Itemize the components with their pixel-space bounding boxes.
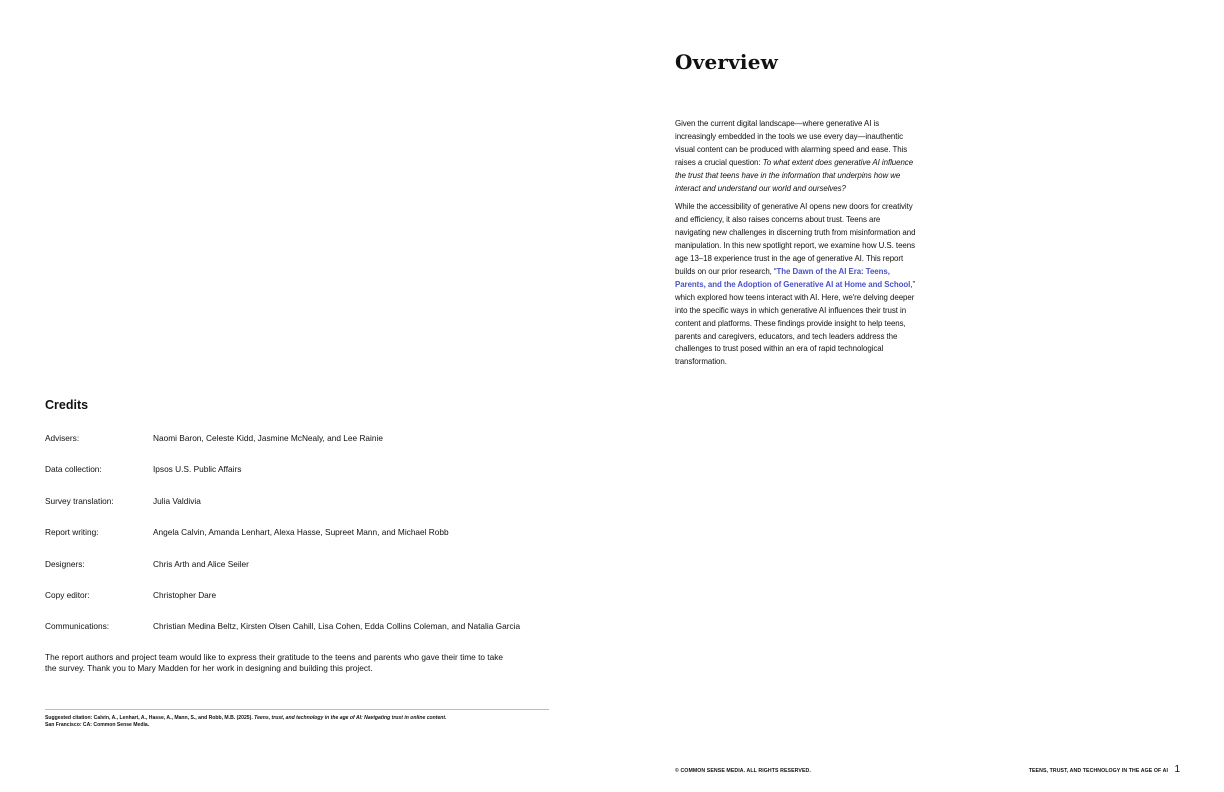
- credit-row-advisers: [45, 433, 565, 464]
- running-title: TEENS, TRUST, AND TECHNOLOGY IN THE AGE OF AI: [1028, 768, 1168, 774]
- credit-role: Designers:: [45, 558, 85, 569]
- credit-names: Naomi Baron, Celeste Kidd, Jasmine McNealy, and Lee Rainie: [153, 433, 383, 443]
- credit-role: Advisers:: [45, 433, 80, 443]
- credit-role: Survey translation:: [45, 495, 114, 506]
- credit-row-report-writing: [45, 527, 565, 558]
- credit-role: Report writing:: [45, 527, 99, 538]
- overview-body: [675, 118, 917, 375]
- credits-list: [45, 433, 565, 653]
- credit-role: Copy editor:: [45, 589, 90, 600]
- credit-names: Christopher Dare: [153, 589, 217, 600]
- overview-paragraph-1: [675, 118, 917, 195]
- copyright-footer: © COMMON SENSE MEDIA. ALL RIGHTS RESERVED.: [675, 768, 811, 774]
- suggested-citation: [45, 715, 565, 729]
- credit-row-designers: [45, 559, 565, 590]
- paragraph-text: While the accessibility of generative AI opens new doors for creativity and efficiency, it also raises concerns about trust. Teens are navigating new challenges in discerning truth from misinformation and manipulation. In this new spotlight report, we examine how U.S. teens age 13–18 experience trust in the age of generative AI. This report builds on our prior research, “: [675, 202, 916, 276]
- citation-authors: Suggested citation: Calvin, A., Lenhart, A., Hasse, A., Mann, S., and Robb, M.B. (2025).: [45, 715, 255, 721]
- page-number: 1: [1174, 764, 1180, 775]
- credit-names: Ipsos U.S. Public Affairs: [153, 464, 242, 475]
- credit-names: Christian Medina Beltz, Kirsten Olsen Cahill, Lisa Cohen, Edda Collins Coleman, and Natalia Garcia: [153, 621, 521, 632]
- credit-row-data-collection: [45, 464, 565, 495]
- credit-role: Communications:: [45, 621, 110, 632]
- paragraph-text: Given the current digital landscape—where generative AI is increasingly embedded in the tools we use every day—inauthentic visual content can be produced with alarming speed and ease. This raises a crucial question:: [675, 119, 908, 167]
- credit-names: Angela Calvin, Amanda Lenhart, Alexa Hasse, Supreet Mann, and Michael Robb: [153, 527, 449, 538]
- credit-row-survey-translation: [45, 496, 565, 527]
- research-question: To what extent does generative AI influence the trust that teens have in the information that underpins how we interact and understand our world and ourselves?: [675, 157, 914, 193]
- credit-names: Julia Valdivia: [153, 495, 201, 506]
- acknowledgement-text: The report authors and project team would like to express their gratitude to the teens and parents who gave their time to take the survey. Thank you to Mary Madden for her work in designing and building this project.: [45, 652, 503, 674]
- credits-title: Credits: [45, 398, 89, 412]
- prior-report-link[interactable]: The Dawn of the AI Era: Teens, Parents, and the Adoption of Generative AI at Home and School: [675, 266, 911, 289]
- citation-publisher: San Francisco: CA: Common Sense Media.: [45, 722, 150, 729]
- credit-row-communications: [45, 621, 565, 652]
- credit-row-copy-editor: [45, 590, 565, 621]
- overview-title: Overview: [675, 50, 779, 74]
- divider: [45, 709, 549, 710]
- credit-names: Chris Arth and Alice Seiler: [153, 558, 249, 569]
- credit-role: Data collection:: [45, 464, 102, 475]
- citation-title: Teens, trust, and technology in the age of AI: Navigating trust in online content.: [254, 715, 447, 721]
- paragraph-text: ,” which explored how teens interact with AI. Here, we're delving deeper into the specific ways in which generative AI influences their trust in content and platforms. These findings provide insight to help teens, parents and caregivers, educators, and tech leaders address the challenges to trust posed within an era of rapid technological transformation.: [675, 279, 916, 367]
- overview-paragraph-2: [675, 201, 917, 369]
- right-page: [612, 0, 1224, 792]
